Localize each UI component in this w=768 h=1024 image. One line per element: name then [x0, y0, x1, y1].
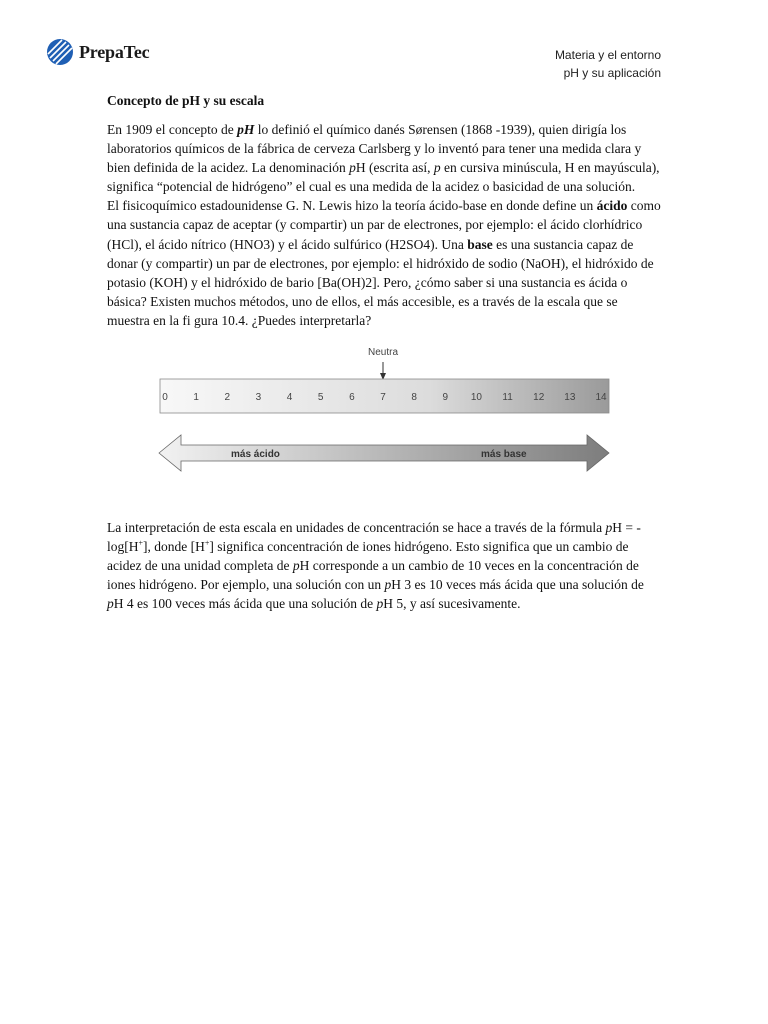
page-header-info: [555, 46, 661, 82]
paragraph-intro: [107, 120, 661, 196]
paragraph-interpretation: [107, 518, 661, 613]
tick-label: 0: [162, 392, 168, 404]
tick-labels: [162, 392, 607, 403]
logo-text: PrepaTec: [79, 41, 150, 62]
tick-label: 9: [442, 392, 449, 404]
tick-label: 4: [286, 392, 293, 404]
prepatec-logo-icon: [46, 38, 74, 66]
text-run: H = -log[H: [107, 520, 641, 555]
text-run: p: [376, 596, 384, 612]
text-run: H 4 es 100 veces más ácida que una solución de: [113, 596, 377, 612]
main-content: [107, 92, 661, 614]
text-run: en cursiva minúscula, H en mayúscula), significa “potencial de hidrógeno” el cual es una medida de la acidez o basicidad de una solución.: [107, 160, 660, 195]
text-run: H corresponde a un cambio de 10 veces en la concentración de iones hidrógeno. Por ejemplo, una solución con un: [107, 558, 639, 593]
tick-label: 3: [255, 392, 262, 404]
superscript: +: [138, 538, 144, 548]
acid-base-arrow: [159, 435, 609, 471]
text-run: La interpretación de esta escala en unidades de concentración se hace a través de la fórmula: [107, 520, 606, 536]
tick-label: 7: [380, 392, 386, 404]
tick-label: 13: [564, 392, 576, 404]
base-label: más base: [481, 449, 527, 461]
tick-label: 6: [349, 392, 355, 404]
paragraph-lewis: [107, 196, 661, 330]
tick-label: 14: [595, 392, 607, 404]
text-run: base: [467, 236, 493, 252]
superscript: +: [204, 538, 210, 548]
text-run: pH: [237, 122, 255, 137]
tick-label: 1: [193, 392, 199, 404]
tick-label: 12: [533, 392, 545, 404]
course-name: Materia y el entorno: [554, 48, 661, 62]
text-run: p: [349, 160, 356, 176]
text-run: ] significa concentración de iones hidrógeno. Esto significa que un cambio de acidez de una unidad completa de: [107, 539, 629, 574]
topic-name: pH y su aplicación: [563, 66, 661, 80]
tick-label: 2: [224, 392, 231, 404]
text-run: El fisicoquímico estadounidense G. N. Lewis hizo la teoría ácido-base en donde define un: [107, 198, 597, 214]
tick-label: 8: [411, 392, 417, 404]
text-run: p: [292, 558, 300, 574]
tick-label: 5: [317, 392, 324, 404]
text-run: ], donde [H: [143, 539, 205, 555]
text-run: p: [107, 596, 114, 612]
text-run: H 5, y así sucesivamente.: [383, 596, 521, 612]
section-title: Concepto de pH y su escala: [107, 93, 265, 108]
text-run: como una sustancia capaz de aceptar (y compartir) un par de electrones, por ejemplo: el ácido clorhídrico (HCl), el ácido nítrico (HNO3) y el ácido sulfúrico (H2SO4). Una: [107, 198, 661, 252]
ph-scale-svg: [107, 335, 661, 515]
text-run: es una sustancia capaz de donar (y compartir) un par de electrones, por ejemplo: el hidróxido de sodio (NaOH), el hidróxido de potasio (KOH) y el hidróxido de bario [Ba(OH)2]. Pero, ¿cómo saber si una sustancia es ácida o básica? Existen muchos métodos, uno de ellos, el más accesible, es a través de la escala que se muestra en la fi gura 10.4. ¿Puedes interpretarla?: [107, 236, 654, 328]
text-run: En 1909 el concepto de: [107, 122, 238, 137]
text-run: p: [433, 160, 441, 176]
text-run: p: [605, 520, 613, 536]
acid-label: más ácido: [231, 449, 280, 461]
tick-label: 11: [502, 392, 513, 404]
text-run: lo definió el químico danés Sørensen (1868 -1939), quien dirigía los laboratorios químicos de la fábrica de cerveza Carlsberg y lo inventó para tener una medida clara y bien definida de la acidez. La denominación: [107, 122, 642, 176]
neutral-label: Neutra: [367, 347, 399, 359]
text-run: p: [384, 577, 392, 593]
text-run: H (escrita así,: [355, 160, 434, 176]
tick-label: 10: [470, 392, 482, 404]
ph-scale-figure: [107, 335, 661, 515]
prepatec-logo: [46, 38, 149, 66]
text-run: H 3 es 10 veces más ácida que una solución de: [391, 577, 644, 593]
text-run: ácido: [596, 198, 628, 214]
